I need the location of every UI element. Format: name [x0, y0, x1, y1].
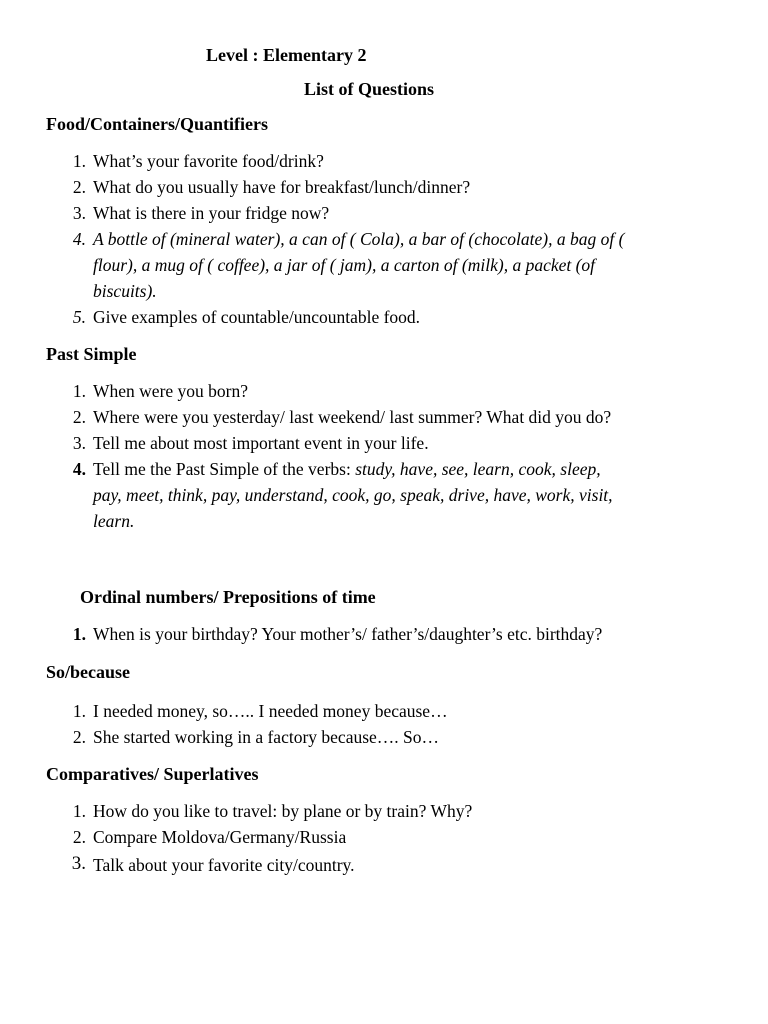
item-text: What do you usually have for breakfast/lunch/dinner?: [93, 177, 471, 197]
item-text-line: [93, 459, 601, 480]
item-number: 1.: [72, 624, 86, 644]
item-number: 4.: [72, 229, 86, 249]
item-text: I needed money, so….. I needed money because…: [93, 701, 448, 721]
item-text-line: learn.: [93, 511, 135, 531]
section-heading-food: Food/Containers/Quantifiers: [46, 114, 269, 134]
item-text: Where were you yesterday/ last weekend/ last summer? What did you do?: [93, 407, 612, 427]
section-heading-so-because: So/because: [46, 662, 131, 682]
item-text: What is there in your fridge now?: [93, 203, 330, 223]
item-number: 1.: [72, 801, 86, 821]
item-number: 2.: [72, 407, 86, 427]
item-text: What’s your favorite food/drink?: [93, 151, 324, 171]
verb-list: study, have, see, learn, cook, sleep,: [355, 459, 601, 479]
section-heading-past-simple: Past Simple: [46, 344, 137, 364]
item-text-line: pay, meet, think, pay, understand, cook, go, speak, drive, have, work, visit,: [93, 485, 613, 505]
level-title: Level : Elementary 2: [206, 45, 367, 65]
list-title: List of Questions: [304, 79, 435, 99]
item-number: 1.: [72, 381, 86, 401]
section-heading-comparatives: Comparatives/ Superlatives: [46, 764, 259, 784]
item-text: When were you born?: [93, 381, 249, 401]
item-text: How do you like to travel: by plane or by train? Why?: [93, 801, 473, 821]
item-number: 1.: [72, 701, 86, 721]
item-number: 2.: [72, 827, 86, 847]
item-number: 2.: [72, 177, 86, 197]
item-text: She started working in a factory because…. So…: [93, 727, 440, 747]
item-text: When is your birthday? Your mother’s/ father’s/daughter’s etc. birthday?: [93, 624, 603, 644]
item-number: 1.: [72, 151, 86, 171]
item-text-line: flour), a mug of ( coffee), a jar of ( jam), a carton of (milk), a packet (of: [93, 255, 596, 275]
item-text-line: A bottle of (mineral water), a can of ( Cola), a bar of (chocolate), a bag of (: [93, 229, 625, 249]
item-text: Give examples of countable/uncountable food.: [93, 307, 421, 327]
section-heading-ordinal: Ordinal numbers/ Prepositions of time: [80, 587, 376, 607]
item-prefix: Tell me the Past Simple of the verbs:: [93, 459, 356, 479]
item-number: 4.: [72, 459, 86, 479]
item-number: 2.: [72, 727, 86, 747]
item-text: Tell me about most important event in your life.: [93, 433, 429, 453]
item-text-line: biscuits).: [93, 281, 157, 301]
item-text: Talk about your favorite city/country.: [93, 855, 355, 875]
item-text: Compare Moldova/Germany/Russia: [93, 827, 347, 847]
item-number: 3.: [72, 203, 86, 223]
item-number: 3.: [71, 853, 86, 874]
item-number: 5.: [72, 307, 86, 327]
item-number: 3.: [72, 433, 86, 453]
